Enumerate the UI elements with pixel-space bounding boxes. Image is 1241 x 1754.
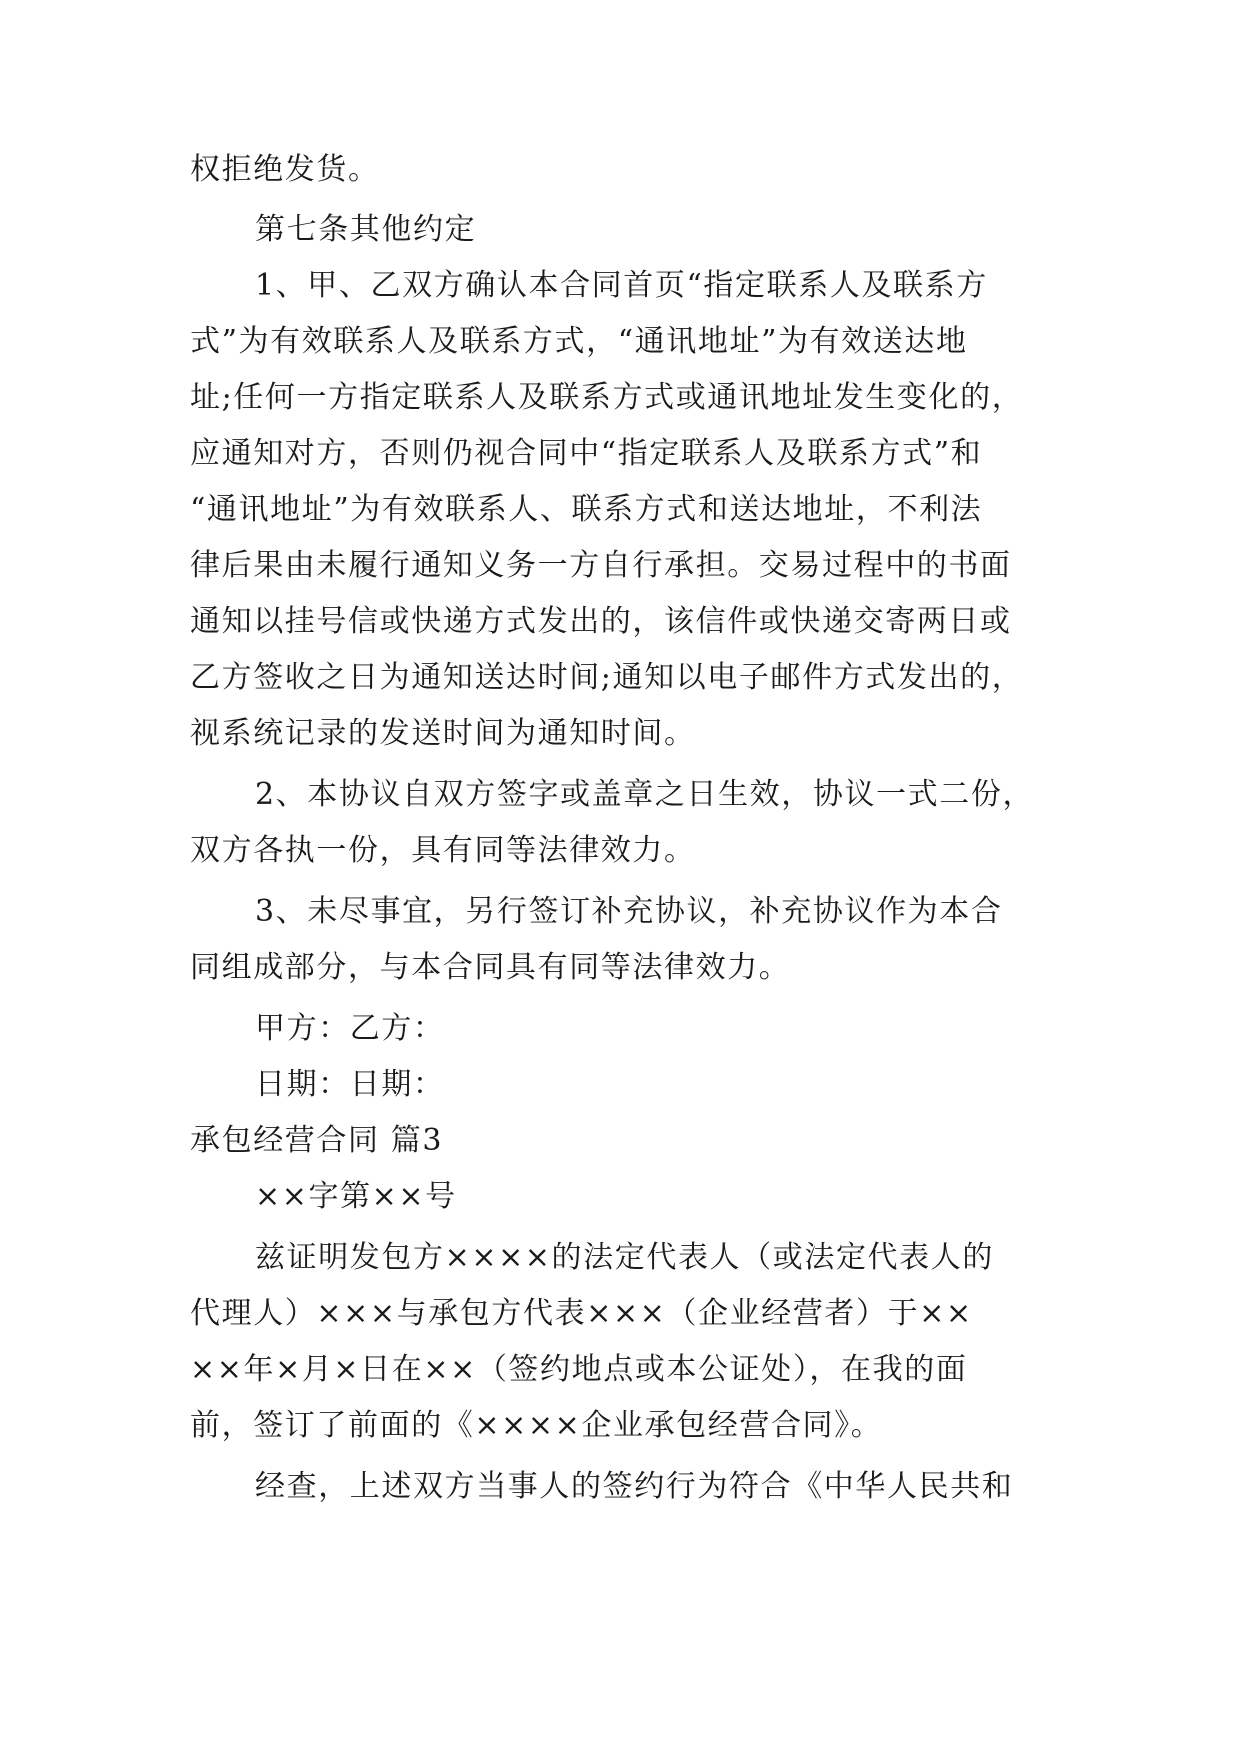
document-number: ××字第××号	[255, 1179, 457, 1214]
paragraph-line: 经查，上述双方当事人的签约行为符合《中华人民共和	[255, 1469, 1014, 1504]
paragraph-line: 同组成部分，与本合同具有同等法律效力。	[190, 950, 791, 985]
paragraph-line: 应通知对方，否则仍视合同中“指定联系人及联系方式”和	[190, 436, 983, 471]
paragraph-line: 乙方签收之日为通知送达时间;通知以电子邮件方式发出的，	[190, 660, 1024, 695]
signature-party-line: 甲方：乙方：	[255, 1011, 445, 1046]
paragraph-line: “通讯地址”为有效联系人、联系方式和送达地址，不利法	[190, 492, 983, 527]
signature-date-line: 日期：日期：	[255, 1067, 445, 1102]
paragraph-line: 1、甲、乙双方确认本合同首页“指定联系人及联系方	[255, 268, 988, 303]
paragraph-line: 3、未尽事宜，另行签订补充协议，补充协议作为本合	[255, 894, 1003, 929]
paragraph-line: 址;任何一方指定联系人及联系方式或通讯地址发生变化的，	[190, 380, 1024, 415]
paragraph-line: 前，签订了前面的《××××企业承包经营合同》。	[190, 1408, 883, 1443]
paragraph-line: 视系统记录的发送时间为通知时间。	[190, 716, 696, 751]
paragraph-line: 律后果由未履行通知义务一方自行承担。交易过程中的书面	[190, 548, 1012, 583]
paragraph-line: 2、本协议自双方签字或盖章之日生效，协议一式二份，	[255, 777, 1035, 812]
paragraph-line: 双方各执一份，具有同等法律效力。	[190, 833, 696, 868]
section-heading: 第七条其他约定	[255, 212, 477, 247]
paragraph-line: 代理人）×××与承包方代表×××（企业经营者）于××	[190, 1296, 973, 1331]
paragraph-line: 兹证明发包方××××的法定代表人（或法定代表人的	[255, 1240, 994, 1275]
article-title: 承包经营合同 篇3	[190, 1123, 444, 1158]
paragraph-line: 通知以挂号信或快递方式发出的，该信件或快递交寄两日或	[190, 604, 1012, 639]
paragraph-line: 权拒绝发货。	[190, 152, 380, 187]
paragraph-line: ××年×月×日在××（签约地点或本公证处），在我的面	[190, 1352, 968, 1387]
paragraph-line: 式”为有效联系人及联系方式，“通讯地址”为有效送达地	[190, 324, 968, 359]
